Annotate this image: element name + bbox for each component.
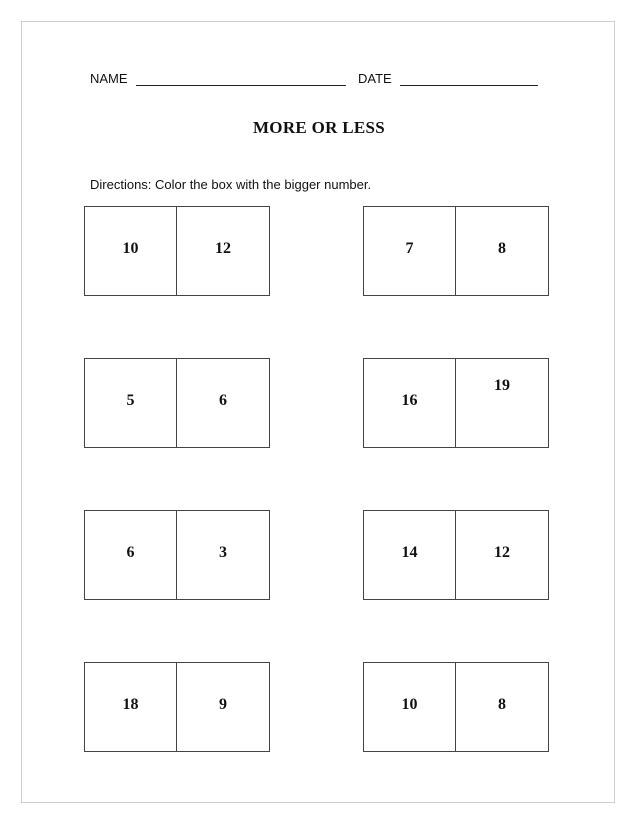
number-label: 19: [494, 377, 510, 394]
number-pair-7: [84, 662, 270, 752]
number-label: 3: [219, 544, 227, 561]
number-box[interactable]: [364, 511, 456, 599]
date-label: DATE: [358, 71, 392, 86]
directions-text: Directions: Color the box with the bigger number.: [90, 177, 372, 192]
name-field[interactable]: [136, 85, 346, 86]
number-label: 8: [498, 240, 506, 257]
number-label: 10: [401, 696, 418, 713]
number-label: 12: [215, 240, 231, 257]
number-label: 10: [122, 240, 139, 257]
number-box[interactable]: [177, 207, 269, 295]
number-pair-3: [84, 358, 270, 448]
number-label: 7: [405, 240, 414, 257]
number-pair-5: [84, 510, 270, 600]
number-label: 6: [219, 392, 227, 409]
number-pair-4: [363, 358, 549, 448]
number-box[interactable]: [364, 359, 456, 447]
number-box[interactable]: [177, 663, 269, 751]
number-box[interactable]: [85, 663, 177, 751]
name-label: NAME: [90, 71, 128, 86]
number-label: 6: [126, 544, 135, 561]
number-label: 14: [401, 544, 418, 561]
number-pair-6: [363, 510, 549, 600]
number-box[interactable]: [456, 359, 548, 447]
number-pair-8: [363, 662, 549, 752]
number-box[interactable]: [177, 359, 269, 447]
number-label: 9: [219, 696, 227, 713]
number-box[interactable]: [85, 511, 177, 599]
name-date-row: [90, 71, 550, 89]
number-box[interactable]: [456, 207, 548, 295]
number-box[interactable]: [85, 207, 177, 295]
number-box[interactable]: [177, 511, 269, 599]
number-label: 18: [122, 696, 139, 713]
date-field[interactable]: [400, 85, 538, 86]
number-box[interactable]: [85, 359, 177, 447]
number-label: 8: [498, 696, 506, 713]
number-pair-1: [84, 206, 270, 296]
page-title: MORE OR LESS: [252, 118, 386, 137]
number-box[interactable]: [456, 663, 548, 751]
number-pair-2: [363, 206, 549, 296]
number-label: 16: [401, 392, 418, 409]
number-box[interactable]: [364, 663, 456, 751]
number-label: 12: [494, 544, 510, 561]
number-box[interactable]: [456, 511, 548, 599]
number-label: 5: [126, 392, 135, 409]
number-box[interactable]: [364, 207, 456, 295]
